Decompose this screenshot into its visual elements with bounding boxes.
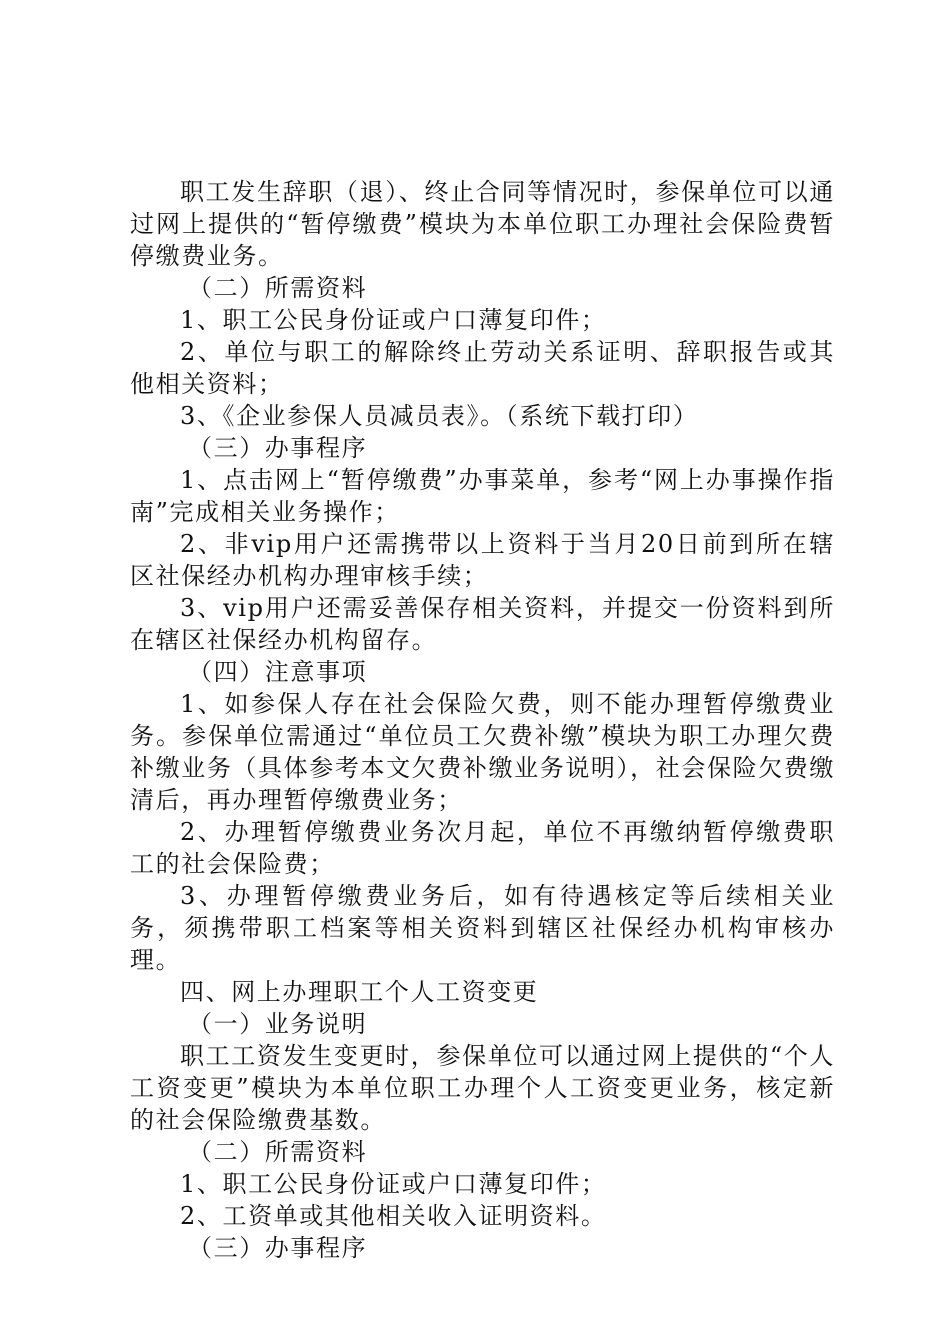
list-item: 1、如参保人存在社会保险欠费，则不能办理暂停缴费业务。参保单位需通过“单位员工欠费补缴”模块为职工办理欠费补缴业务（具体参考本文欠费补缴业务说明），社会保险欠费缴清后，再办理暂停缴费业务； xyxy=(130,690,835,814)
heading-notes: （四）注意事项 xyxy=(188,658,368,686)
list-item: 2、非vip用户还需携带以上资料于当月20日前到所在辖区社保经办机构办理审核手续； xyxy=(130,530,835,590)
paragraph-intro: 职工发生辞职（退）、终止合同等情况时，参保单位可以通过网上提供的“暂停缴费”模块为本单位职工办理社会保险费暂停缴费业务。 xyxy=(130,178,835,270)
heading-procedure: （三）办事程序 xyxy=(188,1234,368,1262)
list-item: 1、职工公民身份证或户口薄复印件； xyxy=(180,1170,607,1198)
heading-procedure: （三）办事程序 xyxy=(188,434,368,462)
paragraph-wage-change: 职工工资发生变更时，参保单位可以通过网上提供的“个人工资变更”模块为本单位职工办理个人工资变更业务，核定新的社会保险缴费基数。 xyxy=(130,1042,835,1134)
list-item: 3、办理暂停缴费业务后，如有待遇核定等后续相关业务，须携带职工档案等相关资料到辖区社保经办机构审核办理。 xyxy=(130,882,835,974)
document-body xyxy=(130,176,835,1264)
section-heading: 四、网上办理职工个人工资变更 xyxy=(180,978,539,1006)
list-item: 3、《企业参保人员减员表》。（系统下载打印） xyxy=(180,402,699,430)
heading-required-materials: （二）所需资料 xyxy=(188,274,368,302)
list-item: 2、工资单或其他相关收入证明资料。 xyxy=(180,1202,607,1230)
heading-required-materials: （二）所需资料 xyxy=(188,1138,368,1166)
heading-business-description: （一）业务说明 xyxy=(188,1010,368,1038)
list-item: 1、职工公民身份证或户口薄复印件； xyxy=(180,306,607,334)
list-item: 2、办理暂停缴费业务次月起，单位不再缴纳暂停缴费职工的社会保险费； xyxy=(130,818,835,878)
list-item: 1、点击网上“暂停缴费”办事菜单，参考“网上办事操作指南”完成相关业务操作； xyxy=(130,466,835,526)
list-item: 2、单位与职工的解除终止劳动关系证明、辞职报告或其他相关资料； xyxy=(130,338,835,398)
list-item: 3、vip用户还需妥善保存相关资料，并提交一份资料到所在辖区社保经办机构留存。 xyxy=(130,594,835,654)
